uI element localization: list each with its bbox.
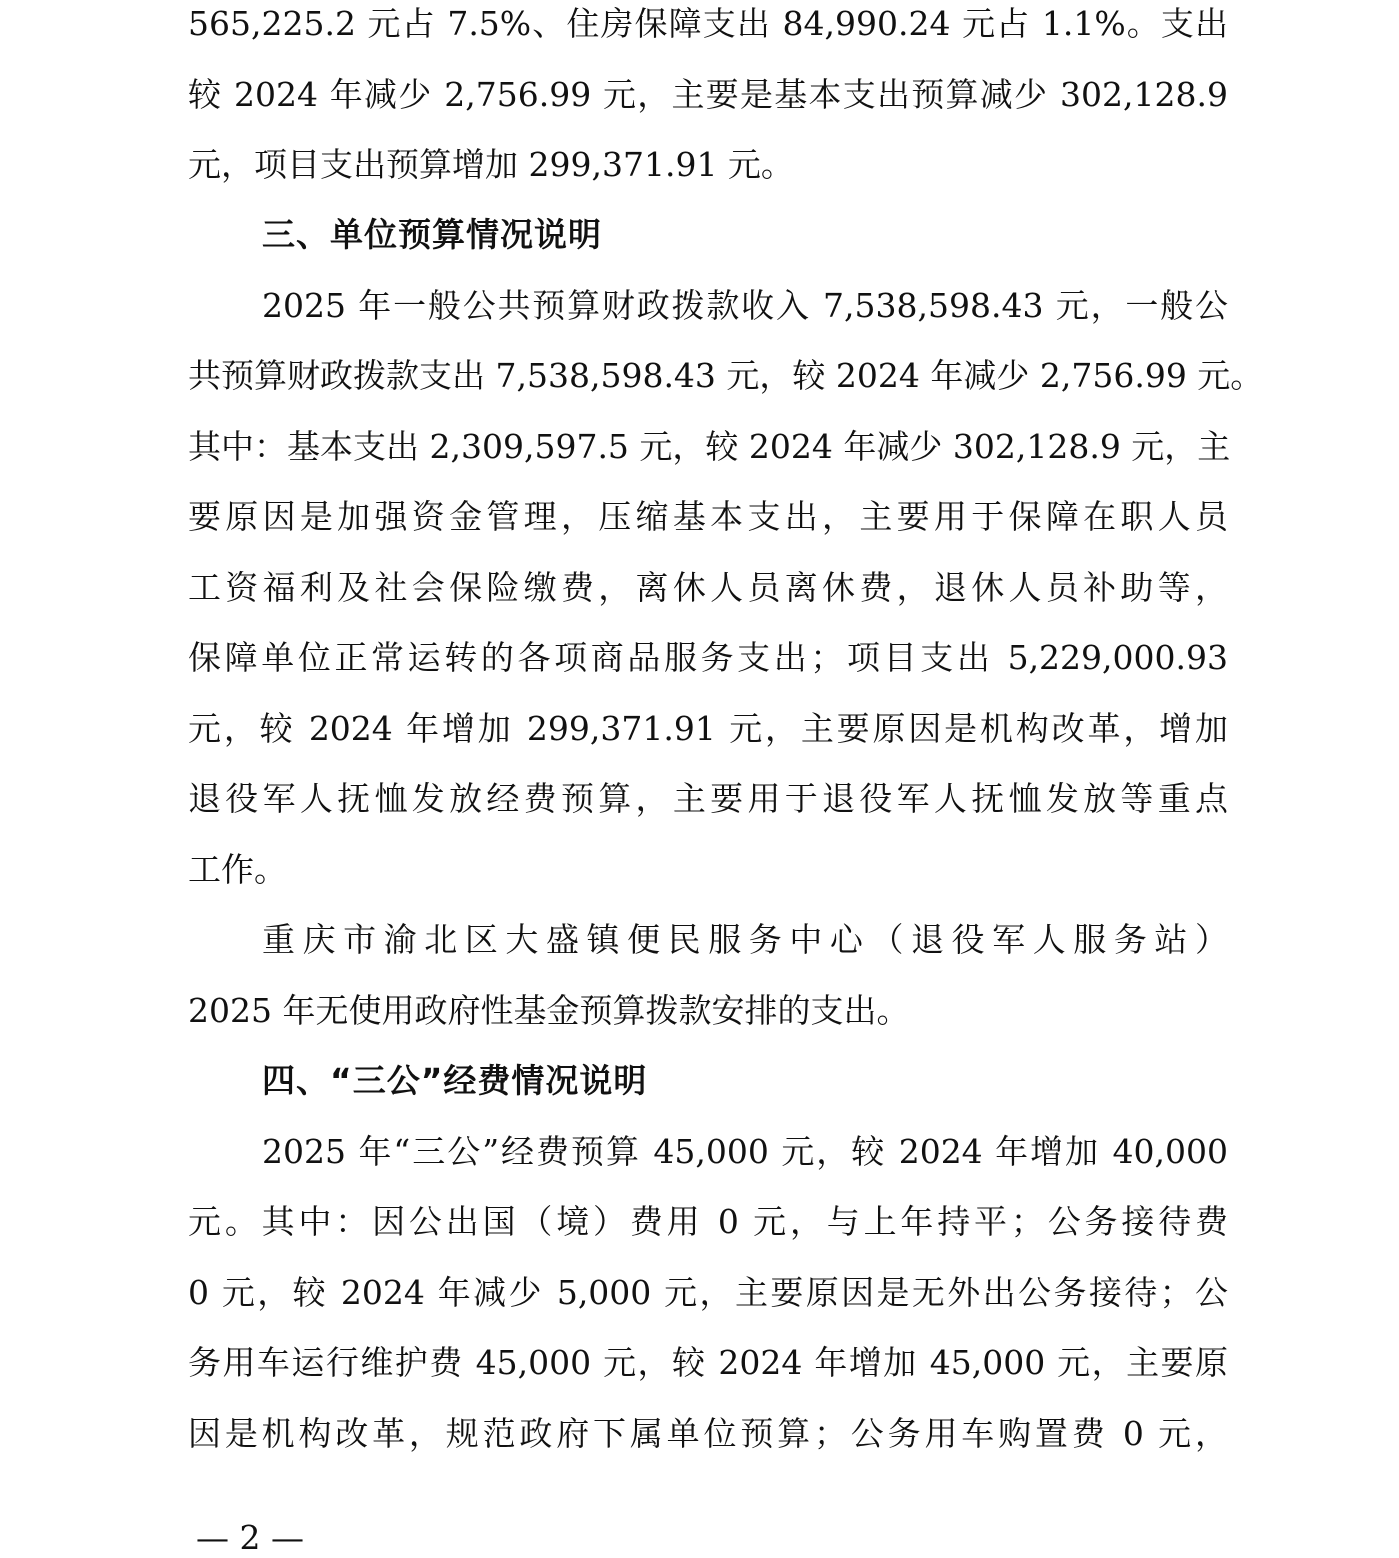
paragraph-line: 元，较 2024 年增加 299,371.91 元，主要原因是机构改革，增加 xyxy=(188,709,1228,748)
page-number: — 2 — xyxy=(196,1518,304,1557)
paragraph-line: 退役军人抚恤发放经费预算，主要用于退役军人抚恤发放等重点 xyxy=(188,779,1228,818)
paragraph-line: 0 元，较 2024 年减少 5,000 元，主要原因是无外出公务接待；公 xyxy=(188,1273,1228,1312)
paragraph-line: 工资福利及社会保险缴费，离休人员离休费，退休人员补助等， xyxy=(188,568,1228,607)
paragraph-line: 较 2024 年减少 2,756.99 元，主要是基本支出预算减少 302,128.9 xyxy=(188,75,1228,114)
paragraph-line: 2025 年“三公”经费预算 45,000 元，较 2024 年增加 40,000 xyxy=(262,1132,1228,1171)
paragraph-line: 元，项目支出预算增加 299,371.91 元。 xyxy=(188,145,794,184)
paragraph-line: 要原因是加强资金管理，压缩基本支出，主要用于保障在职人员 xyxy=(188,497,1228,536)
paragraph-line: 共预算财政拨款支出 7,538,598.43 元，较 2024 年减少 2,756.99 元。 xyxy=(188,356,1264,395)
paragraph-line: 元。其中：因公出国（境）费用 0 元，与上年持平；公务接待费 xyxy=(188,1202,1228,1241)
paragraph-line: 重庆市渝北区大盛镇便民服务中心（退役军人服务站） xyxy=(262,920,1228,959)
paragraph-line: 保障单位正常运转的各项商品服务支出；项目支出 5,229,000.93 xyxy=(188,638,1228,677)
paragraph-line: 2025 年无使用政府性基金预算拨款安排的支出。 xyxy=(188,991,910,1030)
section-heading: 四、“三公”经费情况说明 xyxy=(262,1061,648,1100)
paragraph-line: 其中：基本支出 2,309,597.5 元，较 2024 年减少 302,128.9 元，主 xyxy=(188,427,1231,466)
paragraph-line: 因是机构改革，规范政府下属单位预算；公务用车购置费 0 元， xyxy=(188,1414,1228,1453)
paragraph-line: 务用车运行维护费 45,000 元，较 2024 年增加 45,000 元，主要原 xyxy=(188,1343,1228,1382)
paragraph-line: 2025 年一般公共预算财政拨款收入 7,538,598.43 元，一般公 xyxy=(262,286,1228,325)
paragraph-line: 565,225.2 元占 7.5%、住房保障支出 84,990.24 元占 1.1%。支出 xyxy=(188,4,1228,43)
section-heading: 三、单位预算情况说明 xyxy=(262,215,602,254)
paragraph-line: 工作。 xyxy=(188,850,287,889)
